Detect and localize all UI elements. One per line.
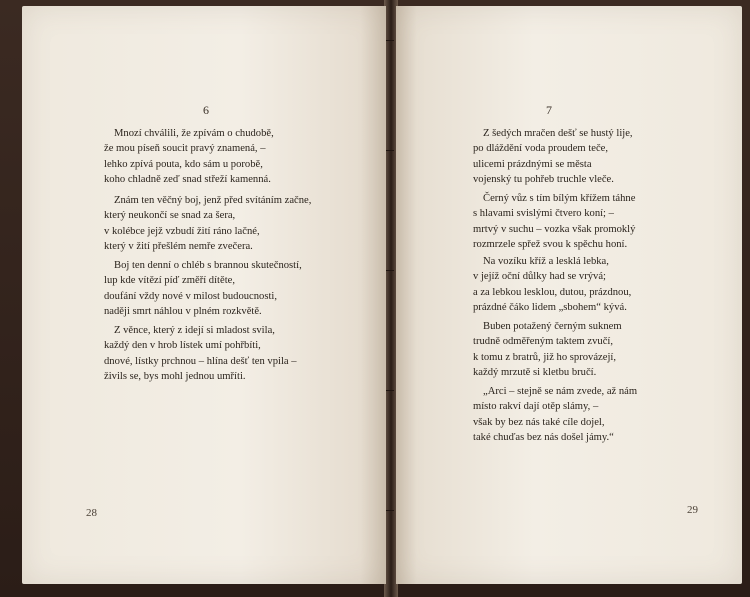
verse-line: Na vozíku kříž a lesklá lebka, (483, 256, 609, 267)
stanza (473, 126, 633, 187)
binding-stitch (386, 150, 394, 151)
verse-line: a za lebkou lesklou, dutou, prázdnou, (473, 286, 632, 298)
verse-line: lehko zpívá pouta, kdo sám u porobě, (104, 158, 263, 170)
verse-line: s hlavami svislými čtvero koní; – (473, 208, 614, 220)
stanza (104, 323, 297, 384)
verse-line: však by bez nás také cíle dojel, (473, 416, 605, 428)
verse-line: který v žití přešlém nemře zvečera. (104, 240, 253, 252)
verse-line: ulicemi prázdnými se města (473, 158, 592, 170)
verse-line: trudně odměřeným taktem zvučí, (473, 336, 614, 348)
stanza (473, 319, 622, 380)
verse-line: rozmrzele spřež svou k spěchu honí. (473, 238, 628, 250)
stanza (473, 191, 635, 252)
stanza (104, 258, 302, 319)
page-number: 29 (687, 504, 698, 516)
stanza (473, 254, 631, 315)
verse-line: každý mrzutě si kletbu bručí. (473, 366, 597, 378)
verse-line: koho chladně zeď snad střeží kamenná. (104, 173, 271, 185)
verse-line: v kolébce jejž vzbudí žití ráno lačné, (104, 225, 260, 237)
binding-stitch (386, 270, 394, 271)
binding-stitch (386, 510, 394, 511)
verse-line: doufání vždy nové v milost budoucnosti, (104, 290, 278, 302)
poem-number: 6 (203, 103, 209, 117)
stanza (473, 384, 637, 445)
verse-line: Buben potažený černým suknem (483, 321, 622, 332)
verse-line: Znám ten věčný boj, jenž před svítáním začne, (114, 195, 312, 206)
verse-line: který neukončí se snad za šera, (104, 210, 236, 222)
verse-line: po dláždění voda proudem teče, (473, 143, 609, 155)
verse-line: také chuďas bez nás došel jámy.“ (473, 431, 614, 443)
poem-number: 7 (546, 103, 552, 117)
binding-stitch (386, 390, 394, 391)
binding-stitch (386, 40, 394, 41)
verse-line: „Arci – stejně se nám zvede, až nám (483, 386, 638, 397)
verse-line: Černý vůz s tím bílým křížem táhne (483, 193, 636, 204)
page-number: 28 (86, 507, 97, 519)
verse-line: naději smrt náhlou v plném rozkvětě. (104, 305, 262, 317)
verse-line: místo rakví dají otěp slámy, – (473, 401, 599, 413)
verse-line: každý den v hrob lístek umí pohřbíti, (104, 340, 261, 352)
verse-line: v jejíž oční důlky had se vrývá; (473, 271, 606, 283)
verse-line: Z šedých mračen dešť se hustý lije, (483, 128, 633, 139)
verse-line: mrtvý v suchu – vozka však promoklý (473, 223, 636, 235)
verse-line: dnové, lístky prchnou – hlína dešť ten vpila – (104, 355, 297, 367)
verse-line: že mou píseň soucit pravý znamená, – (104, 143, 266, 155)
verse-line: živils se, bys mohl jednou umříti. (104, 370, 246, 382)
verse-line: Z věnce, který z idejí si mladost svila, (114, 325, 275, 336)
verse-line: k tomu z bratrů, již ho sprovázejí, (473, 351, 616, 363)
verse-line: prázdné čáko lidem „sbohem“ kývá. (473, 301, 627, 313)
verse-line: Mnozí chválili, že zpívám o chudobě, (114, 128, 274, 139)
stanza (104, 126, 274, 187)
verse-line: Boj ten denní o chléb s brannou skutečností, (114, 260, 302, 271)
verse-line: lup kde vítězí píď změří dítěte, (104, 275, 235, 287)
verse-line: vojenský tu pohřeb truchle vleče. (473, 173, 614, 185)
stanza (104, 193, 311, 254)
